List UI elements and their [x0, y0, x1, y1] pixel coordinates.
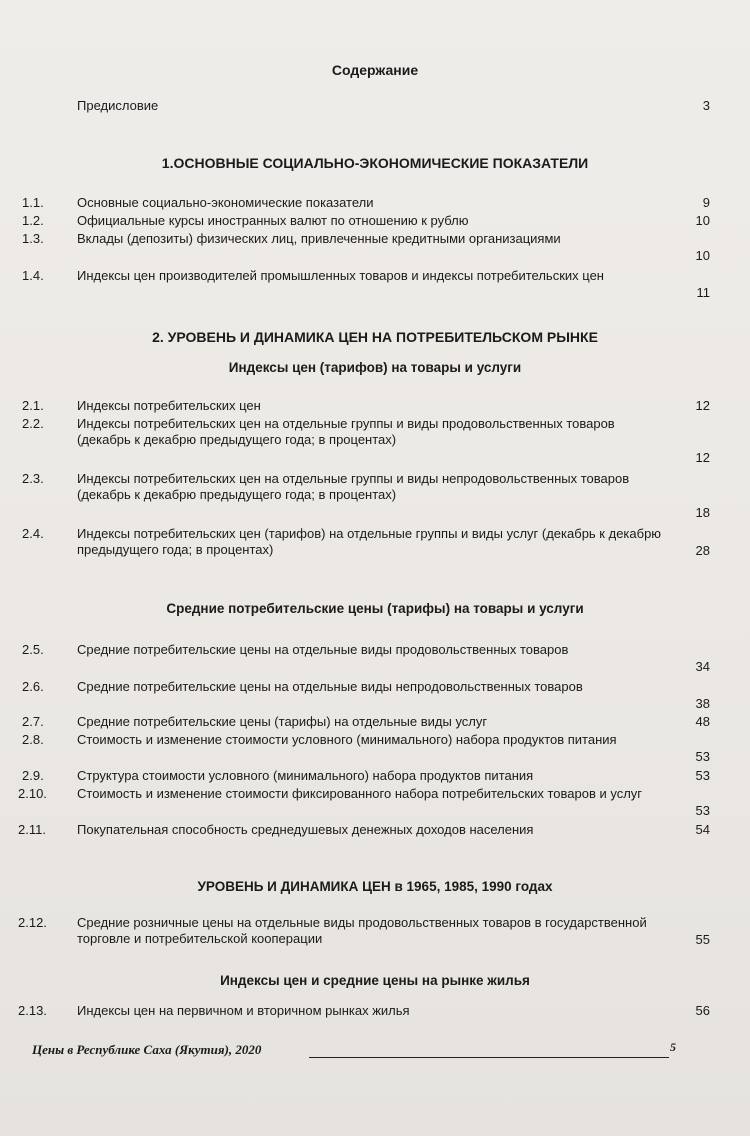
entry-page: 28	[695, 543, 710, 558]
entry-title: Индексы потребительских цен на отдельные группы и виды продовольственных товаров (декабрь к декабрю предыдущего года; в процентах)	[77, 416, 615, 447]
subsection-heading: Средние потребительские цены (тарифы) на товары и услуги	[166, 601, 584, 616]
footer-rule	[309, 1057, 669, 1058]
entry-title: Стоимость и изменение стоимости условного (минимального) набора продуктов питания	[77, 732, 617, 747]
entry-title: Средние розничные цены на отдельные виды продовольственных товаров в государственной торговле и потребительской кооперации	[77, 915, 647, 946]
entry-title: Структура стоимости условного (минимального) набора продуктов питания	[77, 768, 534, 783]
entry-title: Средние потребительские цены на отдельные виды продовольственных товаров	[77, 642, 569, 657]
entry-number: 2.3.	[22, 471, 44, 486]
entry-page: 53	[695, 803, 710, 818]
footer-page-number: 5	[670, 1040, 676, 1054]
entry-page: 12	[695, 398, 710, 413]
footer-title: Цены в Республике Саха (Якутия), 2020	[32, 1042, 262, 1057]
entry-page: 54	[695, 822, 710, 837]
entry-number: 2.13.	[18, 1003, 47, 1018]
entry-number: 1.3.	[22, 231, 44, 246]
subsection-heading: Индексы цен (тарифов) на товары и услуги	[228, 360, 522, 375]
section-2-heading: 2. УРОВЕНЬ И ДИНАМИКА ЦЕН НА ПОТРЕБИТЕЛЬСКОМ РЫНКЕ	[152, 329, 598, 345]
subsection-heading: Индексы цен и средние цены на рынке жилья	[220, 973, 530, 988]
entry-page: 48	[695, 714, 710, 729]
entry-title: Индексы потребительских цен на отдельные группы и виды непродовольственных товаров (декабрь к декабрю предыдущего года; в процентах)	[77, 471, 630, 502]
entry-title: Покупательная способность среднедушевых денежных доходов населения	[77, 822, 534, 837]
entry-number: 2.7.	[22, 714, 44, 729]
entry-title: Индексы цен производителей промышленных товаров и индексы потребительских цен	[77, 268, 604, 283]
entry-title: Стоимость и изменение стоимости фиксированного набора потребительских товаров и услуг	[77, 786, 643, 801]
page-footer	[32, 1040, 692, 1062]
subsection-heading: УРОВЕНЬ И ДИНАМИКА ЦЕН в 1965, 1985, 1990 годах	[197, 879, 553, 894]
toc-title: Содержание	[331, 62, 419, 78]
entry-page: 3	[702, 98, 710, 113]
entry-number: 2.2.	[22, 416, 44, 431]
entry-page: 10	[695, 248, 710, 263]
entry-number: 2.5.	[22, 642, 44, 657]
entry-page: 34	[695, 659, 710, 674]
entry-page: 53	[695, 749, 710, 764]
entry-number: 2.1.	[22, 398, 44, 413]
entry-title: Вклады (депозиты) физических лиц, привлеченные кредитными организациями	[77, 231, 561, 246]
entry-number: 2.9.	[22, 768, 44, 783]
entry-title: Средние потребительские цены (тарифы) на отдельные виды услуг	[77, 714, 488, 729]
entry-number: 2.8.	[22, 732, 44, 747]
entry-page: 38	[695, 696, 710, 711]
entry-number: 1.4.	[22, 268, 44, 283]
entry-number: 2.11.	[18, 822, 46, 837]
entry-number: 2.4.	[22, 526, 44, 541]
entry-page: 9	[702, 195, 710, 210]
entry-page: 53	[695, 768, 710, 783]
entry-number: 2.12.	[18, 915, 47, 930]
entry-page: 18	[695, 505, 710, 520]
entry-title: Официальные курсы иностранных валют по отношению к рублю	[77, 213, 469, 228]
entry-title: Индексы потребительских цен	[77, 398, 261, 413]
entry-title: Индексы цен на первичном и вторичном рынках жилья	[77, 1003, 410, 1018]
entry-page: 56	[695, 1003, 710, 1018]
entry-title: Предисловие	[77, 98, 159, 113]
entry-number: 1.2.	[22, 213, 44, 228]
entry-title: Индексы потребительских цен (тарифов) на отдельные группы и виды услуг (декабрь к декабрю предыдущего года; в процентах)	[77, 526, 662, 557]
entry-number: 2.10.	[18, 786, 47, 801]
entry-title: Основные социально-экономические показатели	[77, 195, 374, 210]
entry-number: 1.1.	[22, 195, 44, 210]
entry-page: 10	[695, 213, 710, 228]
entry-title: Средние потребительские цены на отдельные виды непродовольственных товаров	[77, 679, 583, 694]
entry-number: 2.6.	[22, 679, 44, 694]
entry-page: 12	[695, 450, 710, 465]
entry-page: 55	[695, 932, 710, 947]
section-1-heading: 1.ОСНОВНЫЕ СОЦИАЛЬНО-ЭКОНОМИЧЕСКИЕ ПОКАЗАТЕЛИ	[161, 155, 589, 171]
entry-page: 11	[696, 285, 710, 300]
